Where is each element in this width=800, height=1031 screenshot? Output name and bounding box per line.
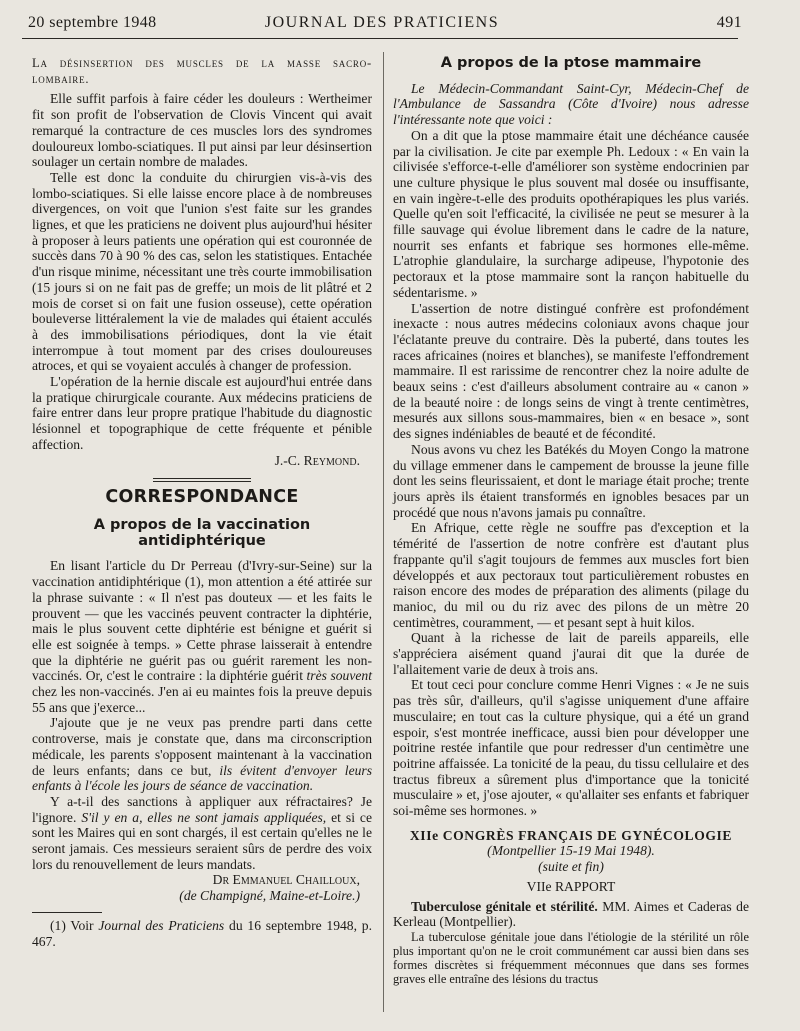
rapport-heading: VIIe RAPPORT [526,878,616,894]
tuberculose-text: La tuberculose génitale joue dans l'étiologie de la stérilité un rôle plus important qu'on ne le croit communément car aussi bien dans ses formes discrètes si fréquemment méconnues que dans ses formes graves elle entraîne des lésions du tractus [393,929,749,987]
paragraph: Telle est donc la conduite du chirurgien vis-à-vis des lombo-sciatiques. Si elle laisse encore place à de nombreuses divergences, on voit que l'union s'est faite sur les grandes lignes, et que les praticiens ne doivent plus aujourd'hui hésiter à proposer à leurs patients une opération qui est couronnée de succès dans 70 à 90 % des cas, selon les statistiques. Entachée d'un risque minime, nécessitant une très courte immobilisation (15 jours si on ne fait pas de greffe; un mois de lit plâtré et 2 mois de corset si on fait une fusion osseuse), cette opération bouleverse littéralement la vie de malades qui étaient acculés à des immobilisations périodiques, dont la vie était interrompue à tout moment par des crises douloureuses atroces, et qui se voyaient acculés à changer de profession. [32,169,372,374]
header-rule [22,38,738,39]
letter-signature-name: Dr Emmanuel Chailloux, [212,872,360,888]
letter-paragraph: Y a-t-il des sanctions à appliquer aux réfractaires? Je l'ignore. S'il y en a, elles ne sont jamais appliquées, et si ce sont les Maires qui en sont chargés, il est certain qu'elles ne le seront jamais. Ces messieurs seraient sûrs de perdre des voix lors du renouvellement de leurs mandats. [32,793,372,872]
section-heading-desinsertion: La désinsertion des muscles de la masse sacro-lombaire. [32,56,372,86]
author-signature: J.-C. Reymond. [274,452,360,468]
suite-note: (suite et fin) [538,859,604,875]
paragraph: Elle suffit parfois à faire céder les douleurs : Wertheimer fit son profit de l'observation de Clovis Vincent qui avait remarqué la contracture de ces muscles lors des syndromes douloureux lombo-sciatiques. Il put ainsi par leur désinsertion soulager un certain nombre de malades. [32,91,372,170]
left-column [32,56,372,949]
page-header [22,12,742,36]
right-column [393,56,749,986]
paragraph: On a dit que la ptose mammaire était une déchéance causée par la civilisation. Je cite par exemple Ph. Ledoux : « En vain la cilivisée s'efforce-t-elle d'améliorer son système endocrinien par une culture physique le plus souvent mal dosée ou insuffisante, en vain ingère-t-elle des produits opothérapiques les plus variés. Quelle qu'en soit l'efficacité, la civilisée ne peut se mesurer à la fille sauvage qui évolue librement dans le cadre de la nature, nourrit ses enfants et fabrique ses hormones elle-même. L'atrophie glandulaire, la surcharge adipeuse, l'hypotonie des pectoraux et la ptose mammaire sont la rançon habituelle du sédentarisme. » [393,127,749,300]
letter-paragraph: J'ajoute que je ne veux pas prendre parti dans cette controverse, mais je constate que, dans ma circonscription médicale, les parents s'opposent maintenant à la vaccination de leurs enfants; dans ce but, ils évitent d'envoyer leurs enfants à l'école les jours de séance de vaccination. [32,715,372,794]
paragraph: Et tout ceci pour conclure comme Henri Vignes : « Je ne suis pas très sûr, d'ailleurs, qu'il s'agisse uniquement d'une affaire musculaire; en tout cas la culture physique, qui a été un grand espoir, s'est montrée inefficace, aussi bien pour développer une poitrine restée infantile que pour redresser d'un centimètre une poitrine affaissée. La tonicité de la peau, du tissu cellulaire et des tractus fibreux a sûrement plus d'importance que la tonicité musculaire » et, j'ose ajouter, « qu'allaiter ses enfants et fabriquer soi-même ses hormones. » [393,677,749,819]
footnote: (1) Voir Journal des Praticiens du 16 septembre 1948, p. 467. [32,917,372,949]
page-number: 491 [716,14,742,31]
section-separator [153,478,251,482]
tuberculose-heading: Tuberculose génitale et stérilité. MM. Aimes et Caderas de Kerleau (Montpellier). [393,898,749,930]
paragraph: Quant à la richesse de lait de pareils appareils, elle s'appréciera aisément quand j'aurai dit que la durée de l'allaitement varie de deux à trois ans. [393,630,749,677]
paragraph: En Afrique, cette règle ne souffre pas d'exception et la témérité de l'assertion de notre confrère est d'autant plus frappante qu'il s'agit toujours de femmes aux muscles fort bien développés et aux pectoraux tout particulièrement robustes en raison encore des modes de préparation des aliments (pilage du manioc, du mil ou du riz avec des pilons de un mètre 20 centimètres, couramment, — et pesant sept à huit kilos. [393,520,749,630]
paragraph: Nous avons vu chez les Batékés du Moyen Congo la matrone du village emmener dans le campement de brousse la jeune fille dont les seins fleurissaient, et dont le mariage était proche; trente jours après ils étaient transformés en ignobles besaces par un procédé que nous n'avons jamais pu connaître. [393,441,749,520]
paragraph: L'opération de la hernie discale est aujourd'hui entrée dans la pratique chirurgicale courante. Aux médecins praticiens de faire entrer dans leur propre pratique l'habitude du diagnostic lésionnel et topographique de cette fréquente et pénible affection. [32,374,372,452]
column-divider [383,52,384,1012]
correspondance-title: CORRESPONDANCE [105,487,299,508]
ptose-intro: Le Médecin-Commandant Saint-Cyr, Médecin-Chef de l'Ambulance de Sassandra (Côte d'Ivoire) nous adresse l'intéressante note que voici : [393,80,749,128]
letter-paragraph: En lisant l'article du Dr Perreau (d'Ivry-sur-Seine) sur la vaccination antidiphtérique (1), mon attention a été attirée sur la phrase suivante : « Il n'est pas douteux — et les faits le prouvent — que les vaccinés peuvent contracter la diphtérie, mais le plus souvent cette diphtérie est bénigne et guérit si elle est soignée à temps. » Cette phrase laisserait à entendre que la diphtérie ne guérit pas ou guérit rarement les non-vaccinés. Or, c'est le contraire : la diphtérie guérit très souvent chez les non-vaccinés. J'en ai eu maintes fois la preuve depuis 55 ans que j'exerce... [32,558,372,715]
paragraph: L'assertion de notre distingué confrère est profondément inexacte : nous autres médecins coloniaux avons chaque jour l'éclatante preuve du contraire. Dès la puberté, dans toutes les races africaines (noires et blanches), se manifeste l'effondrement mammaire. Il est rarissime de rencontrer chez la noire adulte de beaux seins : c'est d'ailleurs absolument contraire au « canon » de la beauté noire : de longs seins de vingt à trente centimètres, mesurés aux sillons sous-mammaires, bien « en besace », sont des signes indéniables de beauté et de fécondité. [393,300,749,442]
congres-place: (Montpellier 15-19 Mai 1948). [487,843,655,859]
vaccination-subtitle: A propos de la vaccination antidiphtérique [93,516,311,549]
ptose-title: A propos de la ptose mammaire [440,55,702,71]
header-date: 20 septembre 1948 [28,14,157,31]
footnote-rule [32,912,102,913]
letter-signature-place: (de Champigné, Maine-et-Loire.) [179,888,360,904]
congres-title: XIIe CONGRÈS FRANÇAIS DE GYNÉCOLOGIE [409,827,733,843]
journal-title: JOURNAL DES PRATICIENS [264,14,500,31]
